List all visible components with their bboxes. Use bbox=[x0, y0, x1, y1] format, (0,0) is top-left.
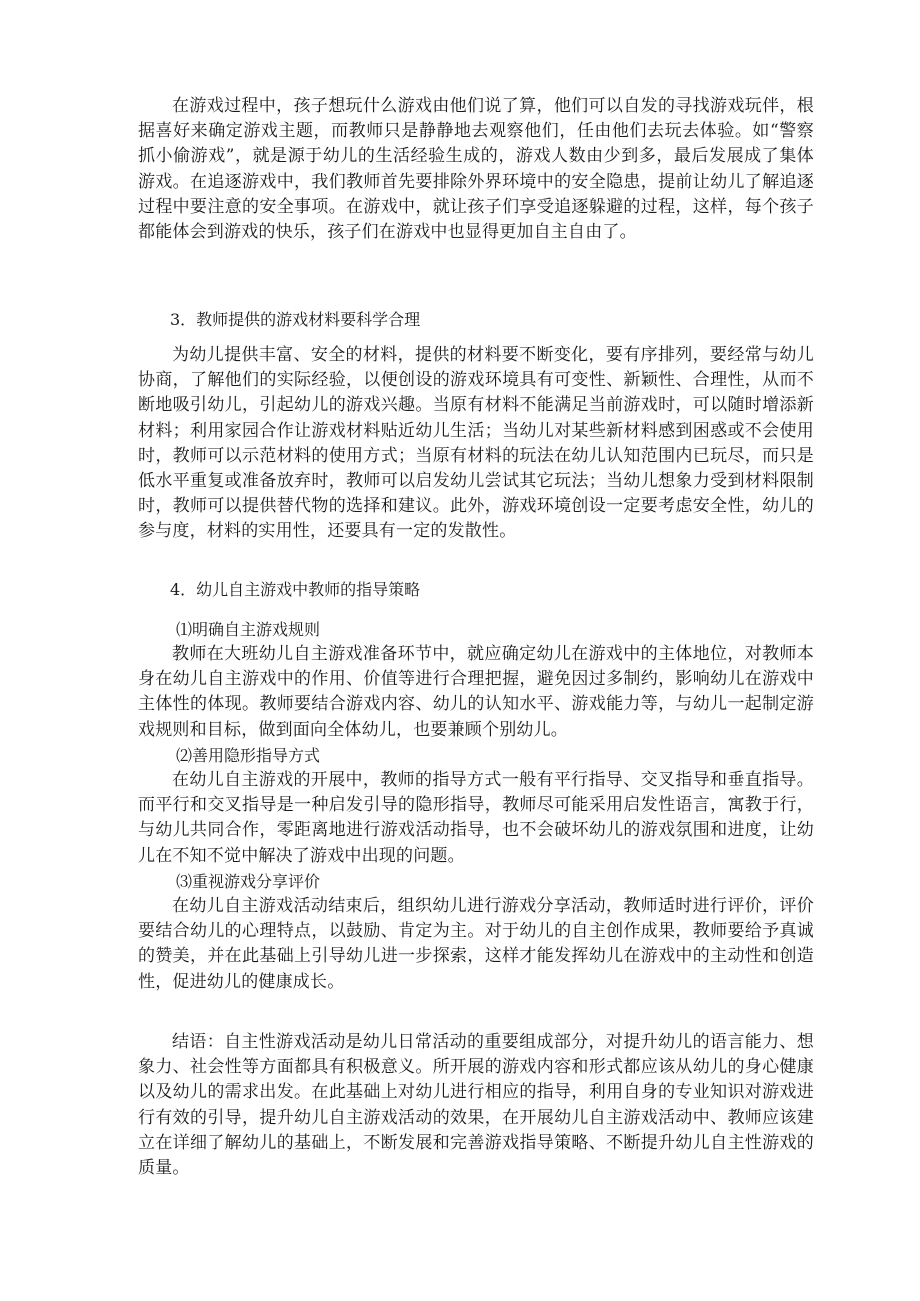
paragraph-sharing-evaluation: 在幼儿自主游戏活动结束后，组织幼儿进行游戏分享活动，教师适时进行评价，评价要结合幼儿的心理特点，以鼓励、肯定为主。对于幼儿的自主创作成果，教师要给予真诚的赞美，并在此基础上引导幼儿进一步探索，这样才能发挥幼儿在游戏中的主动性和创造性，促进幼儿的健康成长。 bbox=[138, 896, 814, 992]
subheading-rules: ⑴明确自主游戏规则 bbox=[176, 620, 321, 639]
section-heading-4: 4．幼儿自主游戏中教师的指导策略 bbox=[170, 580, 421, 599]
paragraph-hidden-guidance: 在幼儿自主游戏的开展中，教师的指导方式一般有平行指导、交叉指导和垂直指导。而平行和交叉指导是一种启发引导的隐形指导，教师尽可能采用启发性语言，寓教于行，与幼儿共同合作，零距离地进行游戏活动指导，也不会破坏幼儿的游戏氛围和进度，让幼儿在不知不觉中解决了游戏中出现的问题。 bbox=[138, 770, 814, 866]
section-heading-3: 3．教师提供的游戏材料要科学合理 bbox=[170, 310, 421, 329]
paragraph-conclusion: 结语：自主性游戏活动是幼儿日常活动的重要组成部分，对提升幼儿的语言能力、想象力、社会性等方面都具有积极意义。所开展的游戏内容和形式都应该从幼儿的身心健康以及幼儿的需求出发。在此基础上对幼儿进行相应的指导，利用自身的专业知识对游戏进行有效的引导，提升幼儿自主游戏活动的效果，在开展幼儿自主游戏活动中、教师应该建立在详细了解幼儿的基础上，不断发展和完善游戏指导策略、不断提升幼儿自主性游戏的质量。 bbox=[138, 1032, 814, 1179]
subheading-hidden-guidance: ⑵善用隐形指导方式 bbox=[176, 746, 321, 765]
paragraph-materials: 为幼儿提供丰富、安全的材料，提供的材料要不断变化，要有序排列，要经常与幼儿协商，了解他们的实际经验，以便创设的游戏环境具有可变性、新颖性、合理性，从而不断地吸引幼儿，引起幼儿的游戏兴趣。当原有材料不能满足当前游戏时，可以随时增添新材料；利用家园合作让游戏材料贴近幼儿生活；当幼儿对某些新材料感到困惑或不会使用时，教师可以示范材料的使用方式；当原有材料的玩法在幼儿认知范围内已玩尽，而只是低水平重复或准备放弃时，教师可以启发幼儿尝试其它玩法；当幼儿想象力受到材料限制时，教师可以提供替代物的选择和建议。此外，游戏环境创设一定要考虑安全性，幼儿的参与度，材料的实用性，还要具有一定的发散性。 bbox=[138, 345, 814, 542]
paragraph-rules: 教师在大班幼儿自主游戏准备环节中，就应确定幼儿在游戏中的主体地位，对教师本身在幼儿自主游戏中的作用、价值等进行合理把握，避免因过多制约，影响幼儿在游戏中主体性的体现。教师要结合游戏内容、幼儿的认知水平、游戏能力等，与幼儿一起制定游戏规则和目标，做到面向全体幼儿，也要兼顾个别幼儿。 bbox=[138, 644, 814, 740]
subheading-sharing-evaluation: ⑶重视游戏分享评价 bbox=[176, 872, 321, 891]
paragraph-free-play: 在游戏过程中，孩子想玩什么游戏由他们说了算，他们可以自发的寻找游戏玩伴，根据喜好来确定游戏主题，而教师只是静静地去观察他们，任由他们去玩去体验。如“警察抓小偷游戏”，就是源于幼儿的生活经验生成的，游戏人数由少到多，最后发展成了集体游戏。在追逐游戏中，我们教师首先要排除外界环境中的安全隐患，提前让幼儿了解追逐过程中要注意的安全事项。在游戏中，就让孩子们享受追逐躲避的过程，这样，每个孩子都能体会到游戏的快乐，孩子们在游戏中也显得更加自主自由了。 bbox=[138, 96, 814, 243]
